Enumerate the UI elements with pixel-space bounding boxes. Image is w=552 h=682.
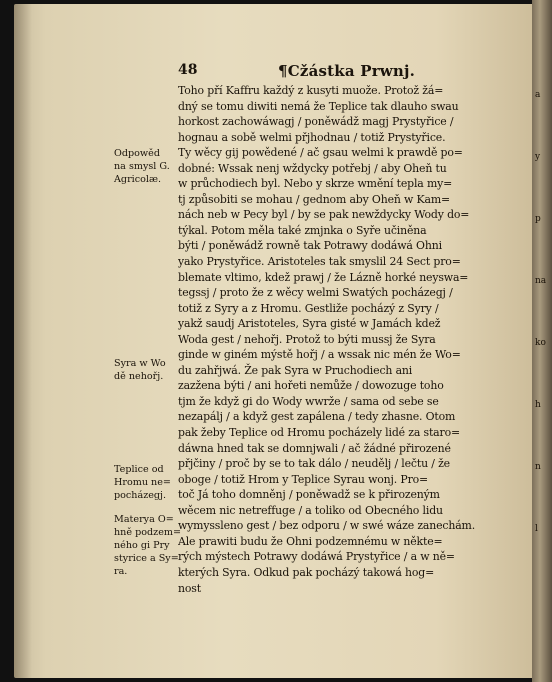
margin-note-line: hně podzem= <box>114 527 182 538</box>
text-line: kterých Syra. Odkud pak pocházý takowá hog= <box>178 565 435 579</box>
text-line: yako Prystyřice. Aristoteles tak smyslil 24 Sect pro= <box>178 255 461 269</box>
facing-page-fragment: na <box>535 276 547 286</box>
facing-page-fragment: h <box>535 400 541 410</box>
facing-page-fragment: ko <box>535 338 546 348</box>
text-line: nost <box>178 581 201 595</box>
margin-note-line: Agricolæ. <box>114 174 162 185</box>
margin-note-line: Syra w Wo <box>114 358 166 369</box>
margin-note-line: ra. <box>114 566 128 577</box>
facing-page-fragment: p <box>535 214 541 224</box>
text-line: pak žeby Teplice od Hromu pocházely lidé za staro= <box>178 426 460 440</box>
text-line: nách neb w Pecy byl / by se pak newždycky Wody do= <box>178 208 470 222</box>
text-line: wymyssleno gest / bez odporu / w swé wáze zanechám. <box>178 519 476 533</box>
text-line: wěcem nic netreffuge / a toliko od Obecného lidu <box>178 503 443 517</box>
text-line: rých mýstech Potrawy dodáwá Prystyřice / a w ně= <box>178 550 455 564</box>
text-line: tegssj / proto že z wěcy welmi Swatých pocházegj / <box>178 286 453 300</box>
text-line: oboge / totiž Hrom y Teplice Syrau wonj. Pro= <box>178 472 429 486</box>
margin-note-line: ného gi Pry <box>114 540 170 551</box>
text-line: yakž saudj Aristoteles, Syra gisté w Jamách kdež <box>178 317 441 331</box>
text-line: du zahřjwá. Že pak Syra w Pruchodiech ani <box>178 363 413 377</box>
text-line: ginde w giném mýstě hořj / a wssak nic mén že Wo= <box>178 348 461 362</box>
text-line: toč Já toho domněnj / poněwadž se k přirozeným <box>178 488 440 502</box>
margin-note <box>114 513 182 578</box>
margin-note-line: pocházegj. <box>114 490 167 501</box>
text-line: tjm že když gi do Wody wwrže / sama od sebe se <box>178 394 439 408</box>
text-line: totiž z Syry a z Hromu. Gestliže pocházý z Syry / <box>178 301 439 315</box>
text-line: dný se tomu diwiti nemá že Teplice tak dlauho swau <box>178 99 459 113</box>
text-line: přjčiny / proč by se to tak dálo / neudělj / lečtu / že <box>178 457 450 471</box>
facing-page-fragment: a <box>535 90 541 100</box>
text-line: týkal. Potom měla také zmjnka o Syře učiněna <box>178 223 427 237</box>
text-line: nezapálj / a když gest zapálena / tedy zhasne. Otom <box>178 410 456 424</box>
text-line: Woda gest / nehořj. Protož to býti mussj že Syra <box>178 332 436 346</box>
margin-note <box>114 463 178 502</box>
text-line: zazžena býti / ani hořeti nemůže / dowozuge toho <box>178 379 444 393</box>
text-line: tj způsobiti se mohau / gednom aby Oheň w Kam= <box>178 192 451 206</box>
text-line: Toho pří Kaffru každý z kusyti muože. Protož žá= <box>178 84 444 97</box>
text-line: dobné: Wssak nenj wždycky potřebj / aby Oheň tu <box>178 161 447 175</box>
page-number: 48 <box>178 62 198 78</box>
text-line: horkost zachowáwagj / poněwádž magj Prystyřice / <box>178 115 454 129</box>
facing-page-edge <box>532 0 552 682</box>
facing-page-fragment: n <box>535 462 541 472</box>
gutter-shadow <box>14 4 32 678</box>
margin-note-line: styrice a Sy= <box>114 553 179 564</box>
text-line: Ale prawiti budu že Ohni podzemnému w někte= <box>178 534 443 548</box>
margin-note-line: Materya O= <box>114 514 174 525</box>
margin-note-line: Teplice od <box>114 464 164 475</box>
margin-note-line: Odpowěd <box>114 148 160 159</box>
text-line: býti / poněwádž rowně tak Potrawy dodáwá Ohni <box>178 239 442 253</box>
text-line: dáwna hned tak se domnjwali / ač žádné přirozené <box>178 441 451 455</box>
body-text <box>178 83 498 596</box>
margin-note-line: dě nehořj. <box>114 371 164 382</box>
facing-page-fragment: l <box>535 524 538 534</box>
running-title: ¶Cžástka Prwnj. <box>278 62 416 80</box>
margin-note <box>114 357 178 383</box>
margin-note <box>114 147 178 186</box>
facing-page-fragment: y <box>535 152 541 162</box>
margin-note-line: Hromu ne= <box>114 477 171 488</box>
text-line: w průchodiech byl. Nebo y skrze wmění tepla my= <box>178 177 453 191</box>
margin-note-line: na smysl G. <box>114 161 170 172</box>
text-line: blemate vltimo, kdež prawj / že Lázně horké neyswa= <box>178 270 469 284</box>
text-line: Ty wěcy gij powědené / ač gsau welmi k prawdě po= <box>178 146 463 160</box>
text-line: hognau a sobě welmi přjhodnau / totiž Prystyřice. <box>178 130 446 144</box>
